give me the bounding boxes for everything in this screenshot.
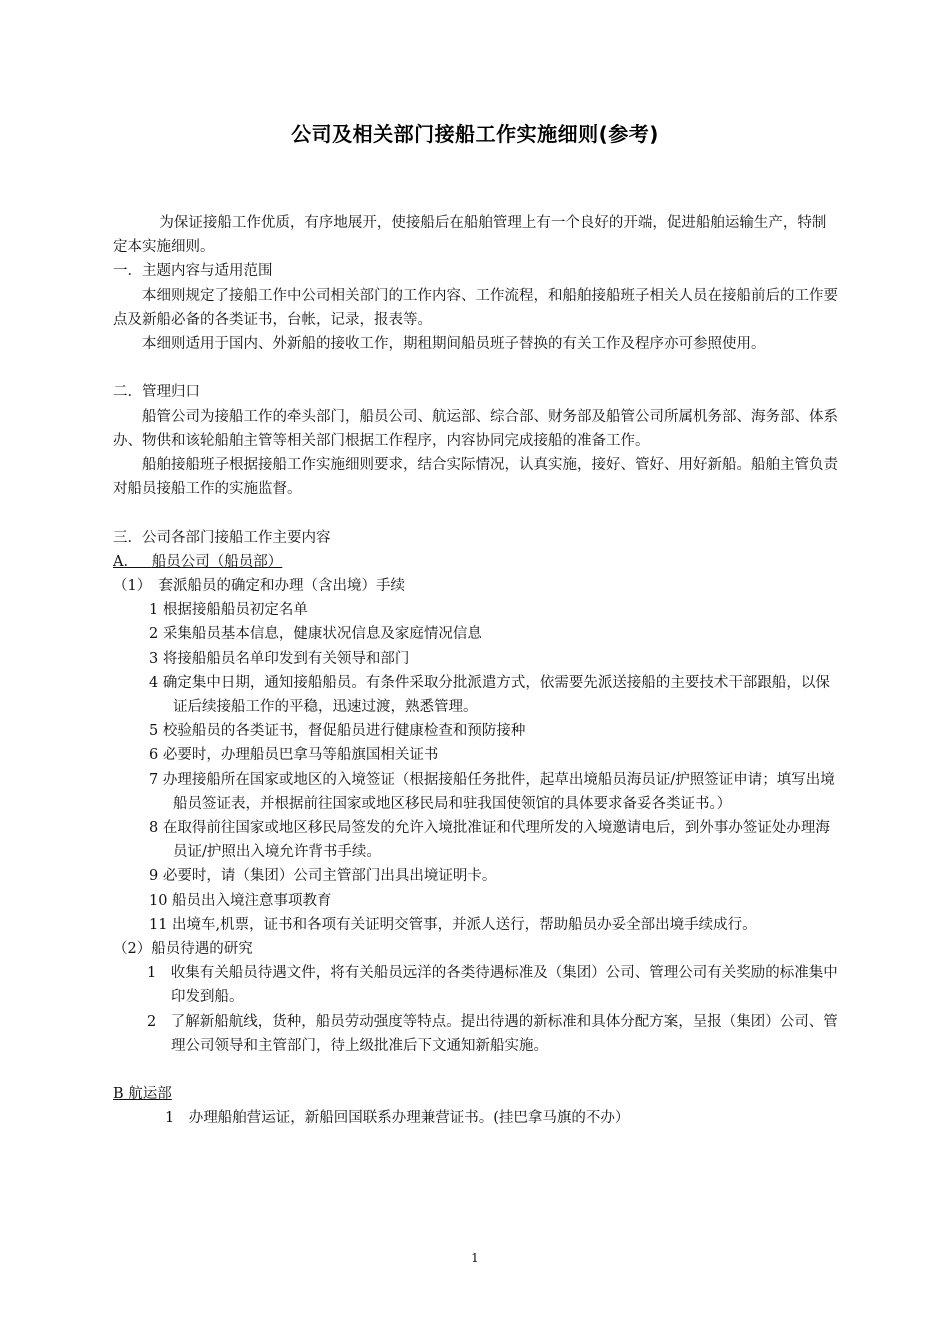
intro-paragraph: 为保证接船工作优质，有序地展开，使接船后在船舶管理上有一个良好的开端，促进船舶运输生产，特制定本实施细则。 [113, 215, 827, 256]
section-1-paragraph-2: 本细则适用于国内、外新船的接收工作，期租期间船员班子替换的有关工作及程序亦可参照使用。 [142, 336, 766, 353]
list-item: 3 将接船船员名单印发到有关领导和部门 [149, 650, 410, 667]
section-1-paragraph-1: 本细则规定了接船工作中公司相关部门的工作内容、工作流程，和船舶接船班子相关人员在接船前后的工作要点及新船必备的各类证书，台帐，记录，报表等。 [113, 287, 838, 328]
document-title: 公司及相关部门接船工作实施细则(参考) [291, 122, 659, 146]
spacer [113, 1058, 839, 1082]
list-item: 11 出境车,机票，证书和各项有关证明交管事，并派人送行，帮助船员办妥全部出境手续成行。 [149, 916, 757, 933]
subsection-b-heading: B 航运部 [113, 1086, 172, 1103]
spacer [113, 501, 839, 525]
section-3-heading: 三．公司各部门接船工作主要内容 [113, 529, 331, 546]
spacer [113, 356, 839, 380]
subsection-a-name: 船员公司（船员部） [151, 553, 283, 570]
subsection-a-label: A． [113, 553, 138, 570]
list-item: 9 必要时，请（集团）公司主管部门出具出境证明卡。 [149, 868, 497, 885]
section-2-paragraph-2: 船舶接船班子根据接船工作实施细则要求，结合实际情况，认真实施，接好、管好、用好新船。船舶主管负责对船员接船工作的实施监督。 [113, 457, 838, 498]
list-item: 7 办理接船所在国家或地区的入境签证（根据接船任务批件，起草出境船员海员证/护照签证申请；填写出境船员签证表，并根据前往国家或地区移民局和驻我国使领馆的具体要求备妥各类证书。） [149, 771, 835, 812]
list-item: 1 收集有关船员待遇文件，将有关船员远洋的各类待遇标准及（集团）公司、管理公司有关奖励的标准集中印发到船。 [147, 965, 838, 1006]
subsection-a-2-heading: （2）船员待遇的研究 [113, 941, 253, 958]
list-item: 10 船员出入境注意事项教育 [149, 892, 332, 909]
section-2-heading: 二．管理归口 [113, 384, 200, 401]
subsection-a-1-heading: （1） 套派船员的确定和办理（含出境）手续 [113, 578, 405, 595]
subsection-a-heading [113, 550, 839, 574]
list-item: 2 采集船员基本信息，健康状况信息及家庭情况信息 [149, 626, 482, 643]
list-item: 8 在取得前往国家或地区移民局签发的允许入境批准证和代理所发的入境邀请电后，到外事办签证处办理海员证/护照出入境允许背书手续。 [149, 820, 830, 861]
section-2-paragraph-1: 船管公司为接船工作的牵头部门，船员公司、航运部、综合部、财务部及船管公司所属机务部、海务部、体系办、物供和该轮船舶主管等相关部门根据工作程序，内容协同完成接船的准备工作。 [113, 408, 838, 449]
list-item: 6 必要时，办理船员巴拿马等船旗国相关证书 [149, 747, 439, 764]
list-item: 2 了解新船航线，货种，船员劳动强度等特点。提出待遇的新标准和具体分配方案，呈报（集团）公司、管理公司领导和主管部门，待上级批准后下文通知新船实施。 [147, 1013, 838, 1054]
document-body [113, 211, 839, 1131]
list-item: 4 确定集中日期，通知接船船员。有条件采取分批派遣方式，依需要先派送接船的主要技术干部跟船，以保证后续接船工作的平稳，迅速过渡，熟悉管理。 [149, 674, 830, 716]
list-item: 5 校验船员的各类证书，督促船员进行健康检查和预防接种 [149, 723, 526, 740]
list-item: 1 根据接船船员初定名单 [149, 602, 308, 619]
page-number: 1 [471, 1251, 479, 1265]
list-item: 1 办理船舶营运证，新船回国联系办理兼营证书。(挂巴拿马旗的不办） [165, 1110, 630, 1127]
section-1-heading: 一．主题内容与适用范围 [113, 263, 273, 280]
